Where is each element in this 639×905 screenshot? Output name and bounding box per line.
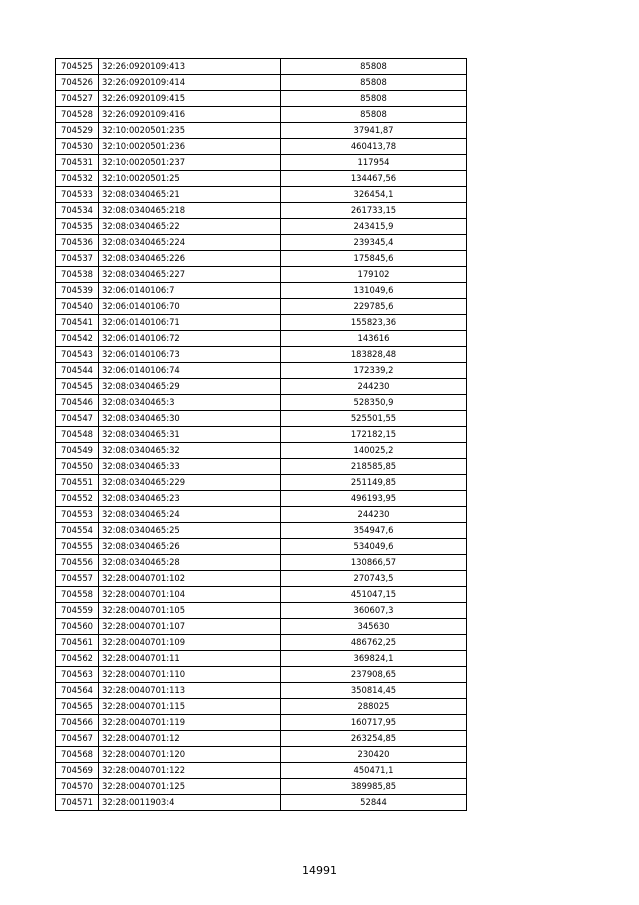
row-id-cell: 704535 [56, 219, 99, 235]
value-cell: 237908,65 [281, 667, 467, 683]
table-row [56, 491, 467, 507]
row-id-cell: 704568 [56, 747, 99, 763]
cadastral-number-cell: 32:08:0340465:26 [99, 539, 281, 555]
row-id-cell: 704549 [56, 443, 99, 459]
cadastral-number-cell: 32:08:0340465:31 [99, 427, 281, 443]
value-cell: 52844 [281, 795, 467, 811]
row-id-cell: 704541 [56, 315, 99, 331]
table-row [56, 203, 467, 219]
row-id-cell: 704559 [56, 603, 99, 619]
cadastral-number-cell: 32:28:0040701:109 [99, 635, 281, 651]
value-cell: 85808 [281, 75, 467, 91]
row-id-cell: 704531 [56, 155, 99, 171]
table-row [56, 219, 467, 235]
cadastral-number-cell: 32:08:0340465:22 [99, 219, 281, 235]
table-row [56, 379, 467, 395]
table-row [56, 507, 467, 523]
table-row [56, 699, 467, 715]
table-row [56, 763, 467, 779]
page-number: 14991 [302, 864, 337, 877]
table-row [56, 571, 467, 587]
table-row [56, 331, 467, 347]
register-table [55, 58, 467, 811]
value-cell: 369824,1 [281, 651, 467, 667]
value-cell: 270743,5 [281, 571, 467, 587]
row-id-cell: 704540 [56, 299, 99, 315]
row-id-cell: 704546 [56, 395, 99, 411]
row-id-cell: 704561 [56, 635, 99, 651]
row-id-cell: 704547 [56, 411, 99, 427]
cadastral-number-cell: 32:28:0040701:12 [99, 731, 281, 747]
table-row [56, 299, 467, 315]
row-id-cell: 704562 [56, 651, 99, 667]
value-cell: 251149,85 [281, 475, 467, 491]
value-cell: 534049,6 [281, 539, 467, 555]
value-cell: 354947,6 [281, 523, 467, 539]
value-cell: 350814,45 [281, 683, 467, 699]
value-cell: 37941,87 [281, 123, 467, 139]
table-row [56, 731, 467, 747]
table-row [56, 411, 467, 427]
value-cell: 239345,4 [281, 235, 467, 251]
table-row [56, 683, 467, 699]
row-id-cell: 704551 [56, 475, 99, 491]
row-id-cell: 704566 [56, 715, 99, 731]
row-id-cell: 704533 [56, 187, 99, 203]
value-cell: 85808 [281, 59, 467, 75]
value-cell: 172182,15 [281, 427, 467, 443]
table-row [56, 395, 467, 411]
value-cell: 261733,15 [281, 203, 467, 219]
row-id-cell: 704565 [56, 699, 99, 715]
row-id-cell: 704530 [56, 139, 99, 155]
value-cell: 218585,85 [281, 459, 467, 475]
table-row [56, 235, 467, 251]
cadastral-number-cell: 32:28:0040701:122 [99, 763, 281, 779]
cadastral-number-cell: 32:08:0340465:3 [99, 395, 281, 411]
cadastral-number-cell: 32:28:0040701:115 [99, 699, 281, 715]
cadastral-number-cell: 32:28:0011903:4 [99, 795, 281, 811]
row-id-cell: 704539 [56, 283, 99, 299]
value-cell: 460413,78 [281, 139, 467, 155]
value-cell: 230420 [281, 747, 467, 763]
value-cell: 160717,95 [281, 715, 467, 731]
row-id-cell: 704571 [56, 795, 99, 811]
table-row [56, 603, 467, 619]
table-row [56, 363, 467, 379]
table-row [56, 779, 467, 795]
value-cell: 134467,56 [281, 171, 467, 187]
value-cell: 175845,6 [281, 251, 467, 267]
row-id-cell: 704560 [56, 619, 99, 635]
table-row [56, 715, 467, 731]
cadastral-number-cell: 32:08:0340465:32 [99, 443, 281, 459]
row-id-cell: 704570 [56, 779, 99, 795]
value-cell: 496193,95 [281, 491, 467, 507]
value-cell: 288025 [281, 699, 467, 715]
row-id-cell: 704557 [56, 571, 99, 587]
row-id-cell: 704554 [56, 523, 99, 539]
cadastral-number-cell: 32:08:0340465:33 [99, 459, 281, 475]
cadastral-number-cell: 32:28:0040701:107 [99, 619, 281, 635]
table-row [56, 523, 467, 539]
table-row [56, 251, 467, 267]
row-id-cell: 704552 [56, 491, 99, 507]
value-cell: 486762,25 [281, 635, 467, 651]
value-cell: 243415,9 [281, 219, 467, 235]
row-id-cell: 704525 [56, 59, 99, 75]
cadastral-number-cell: 32:06:0140106:72 [99, 331, 281, 347]
cadastral-number-cell: 32:08:0340465:218 [99, 203, 281, 219]
cadastral-number-cell: 32:08:0340465:25 [99, 523, 281, 539]
row-id-cell: 704536 [56, 235, 99, 251]
cadastral-number-cell: 32:28:0040701:11 [99, 651, 281, 667]
value-cell: 183828,48 [281, 347, 467, 363]
value-cell: 263254,85 [281, 731, 467, 747]
row-id-cell: 704548 [56, 427, 99, 443]
value-cell: 450471,1 [281, 763, 467, 779]
table-row [56, 747, 467, 763]
row-id-cell: 704545 [56, 379, 99, 395]
cadastral-number-cell: 32:06:0140106:71 [99, 315, 281, 331]
table-row [56, 667, 467, 683]
value-cell: 389985,85 [281, 779, 467, 795]
cadastral-number-cell: 32:26:0920109:415 [99, 91, 281, 107]
cadastral-number-cell: 32:28:0040701:125 [99, 779, 281, 795]
cadastral-number-cell: 32:28:0040701:102 [99, 571, 281, 587]
table-row [56, 283, 467, 299]
table-row [56, 171, 467, 187]
row-id-cell: 704558 [56, 587, 99, 603]
register-table-body [56, 59, 467, 811]
table-row [56, 139, 467, 155]
table-row [56, 619, 467, 635]
value-cell: 244230 [281, 379, 467, 395]
cadastral-number-cell: 32:28:0040701:119 [99, 715, 281, 731]
table-row [56, 635, 467, 651]
table-row [56, 475, 467, 491]
value-cell: 155823,36 [281, 315, 467, 331]
value-cell: 143616 [281, 331, 467, 347]
cadastral-number-cell: 32:28:0040701:110 [99, 667, 281, 683]
table-row [56, 555, 467, 571]
table-row [56, 315, 467, 331]
value-cell: 229785,6 [281, 299, 467, 315]
table-row [56, 587, 467, 603]
cadastral-number-cell: 32:08:0340465:226 [99, 251, 281, 267]
cadastral-number-cell: 32:08:0340465:24 [99, 507, 281, 523]
row-id-cell: 704563 [56, 667, 99, 683]
row-id-cell: 704528 [56, 107, 99, 123]
cadastral-number-cell: 32:26:0920109:413 [99, 59, 281, 75]
cadastral-number-cell: 32:08:0340465:229 [99, 475, 281, 491]
table-row [56, 539, 467, 555]
value-cell: 140025,2 [281, 443, 467, 459]
table-row [56, 267, 467, 283]
cadastral-number-cell: 32:26:0920109:416 [99, 107, 281, 123]
row-id-cell: 704534 [56, 203, 99, 219]
row-id-cell: 704555 [56, 539, 99, 555]
row-id-cell: 704543 [56, 347, 99, 363]
row-id-cell: 704537 [56, 251, 99, 267]
cadastral-number-cell: 32:10:0020501:235 [99, 123, 281, 139]
table-row [56, 59, 467, 75]
value-cell: 85808 [281, 91, 467, 107]
row-id-cell: 704553 [56, 507, 99, 523]
cadastral-number-cell: 32:08:0340465:23 [99, 491, 281, 507]
row-id-cell: 704529 [56, 123, 99, 139]
value-cell: 525501,55 [281, 411, 467, 427]
value-cell: 172339,2 [281, 363, 467, 379]
cadastral-number-cell: 32:28:0040701:120 [99, 747, 281, 763]
value-cell: 131049,6 [281, 283, 467, 299]
value-cell: 451047,15 [281, 587, 467, 603]
cadastral-number-cell: 32:26:0920109:414 [99, 75, 281, 91]
cadastral-number-cell: 32:10:0020501:236 [99, 139, 281, 155]
cadastral-number-cell: 32:06:0140106:74 [99, 363, 281, 379]
value-cell: 179102 [281, 267, 467, 283]
row-id-cell: 704564 [56, 683, 99, 699]
cadastral-number-cell: 32:08:0340465:30 [99, 411, 281, 427]
cadastral-number-cell: 32:28:0040701:104 [99, 587, 281, 603]
table-row [56, 347, 467, 363]
value-cell: 345630 [281, 619, 467, 635]
table-row [56, 187, 467, 203]
table-row [56, 427, 467, 443]
cadastral-number-cell: 32:28:0040701:105 [99, 603, 281, 619]
value-cell: 117954 [281, 155, 467, 171]
cadastral-number-cell: 32:10:0020501:25 [99, 171, 281, 187]
table-row [56, 91, 467, 107]
row-id-cell: 704542 [56, 331, 99, 347]
table-row [56, 795, 467, 811]
table-row [56, 107, 467, 123]
row-id-cell: 704544 [56, 363, 99, 379]
row-id-cell: 704526 [56, 75, 99, 91]
table-row [56, 651, 467, 667]
table-row [56, 75, 467, 91]
table-row [56, 123, 467, 139]
table-row [56, 459, 467, 475]
cadastral-number-cell: 32:08:0340465:21 [99, 187, 281, 203]
table-row [56, 443, 467, 459]
row-id-cell: 704567 [56, 731, 99, 747]
row-id-cell: 704550 [56, 459, 99, 475]
value-cell: 85808 [281, 107, 467, 123]
cadastral-number-cell: 32:06:0140106:73 [99, 347, 281, 363]
row-id-cell: 704532 [56, 171, 99, 187]
value-cell: 130866,57 [281, 555, 467, 571]
row-id-cell: 704538 [56, 267, 99, 283]
value-cell: 244230 [281, 507, 467, 523]
row-id-cell: 704569 [56, 763, 99, 779]
cadastral-number-cell: 32:08:0340465:29 [99, 379, 281, 395]
row-id-cell: 704527 [56, 91, 99, 107]
value-cell: 528350,9 [281, 395, 467, 411]
cadastral-number-cell: 32:06:0140106:70 [99, 299, 281, 315]
cadastral-number-cell: 32:08:0340465:224 [99, 235, 281, 251]
value-cell: 326454,1 [281, 187, 467, 203]
cadastral-number-cell: 32:28:0040701:113 [99, 683, 281, 699]
table-row [56, 155, 467, 171]
cadastral-number-cell: 32:08:0340465:227 [99, 267, 281, 283]
cadastral-number-cell: 32:06:0140106:7 [99, 283, 281, 299]
cadastral-number-cell: 32:08:0340465:28 [99, 555, 281, 571]
row-id-cell: 704556 [56, 555, 99, 571]
value-cell: 360607,3 [281, 603, 467, 619]
cadastral-number-cell: 32:10:0020501:237 [99, 155, 281, 171]
